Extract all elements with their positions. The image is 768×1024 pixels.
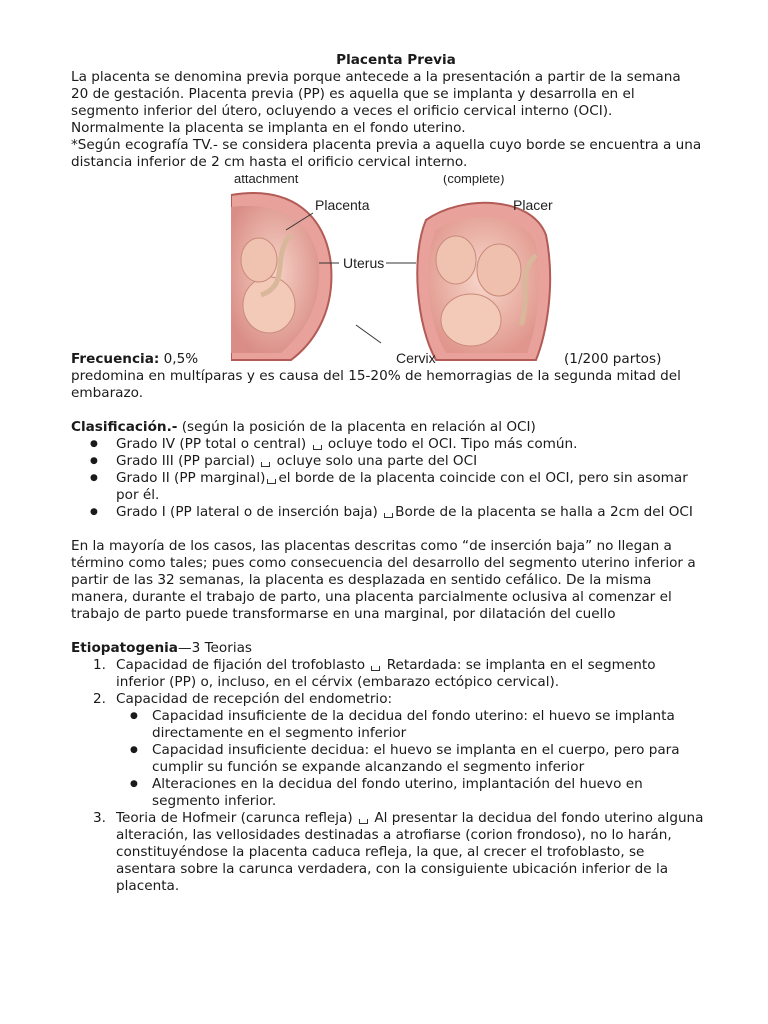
page-title: Placenta Previa bbox=[336, 52, 456, 68]
paragraph-line: En la mayoría de los casos, las placentas descritas como “de inserción baja” no llegan a bbox=[71, 538, 672, 554]
list-item: ● Alteraciones en la decidua del fondo uterino, implantación del huevo en segmento inferior. bbox=[152, 776, 721, 810]
label-placenta-right: Placer bbox=[513, 197, 553, 213]
list-item: 1. Capacidad de fijación del trofoblasto Retardada: se implanta en el segmento inferior (PP) o, incluso, en el cérvix (embarazo ectópico cervical). bbox=[93, 657, 656, 690]
clasificacion-label: Clasificación.- bbox=[71, 419, 178, 435]
intro-line: segmento inferior del útero, ocluyendo a veces el orificio cervical interno (OCI). bbox=[71, 103, 613, 119]
label-placenta: Placenta bbox=[315, 197, 370, 213]
label-uterus: Uterus bbox=[343, 255, 385, 271]
document-page bbox=[71, 52, 721, 895]
arrow-icon bbox=[384, 513, 393, 518]
paragraph-line: trabajo de parto puede transformarse en una marginal, por dilatación del cuello bbox=[71, 606, 616, 622]
frecuencia-label: Frecuencia: bbox=[71, 351, 160, 367]
frecuencia-line: predomina en multíparas y es causa del 15-20% de hemorragias de la segunda mitad del bbox=[71, 368, 681, 384]
clasificacion-heading bbox=[71, 419, 721, 436]
arrow-icon bbox=[261, 462, 270, 467]
etiopatogenia-heading bbox=[71, 640, 721, 657]
frecuencia-line: embarazo. bbox=[71, 385, 144, 401]
etiopatogenia-label: Etiopatogenia bbox=[71, 640, 178, 656]
paragraph-line: manera, durante el trabajo de parto, una placenta parcialmente oclusiva al comenzar el bbox=[71, 589, 672, 605]
arrow-icon bbox=[371, 666, 380, 671]
sub-list bbox=[116, 708, 721, 810]
etiopatogenia-suffix: —3 Teorias bbox=[178, 640, 253, 656]
frecuencia-ratio: (1/200 partos) bbox=[564, 351, 662, 367]
clasificacion-list bbox=[71, 436, 721, 521]
arrow-icon bbox=[359, 819, 368, 824]
intro-line: 20 de gestación. Placenta previa (PP) es aquella que se implanta y desarrolla en el bbox=[71, 86, 635, 102]
caption-left: attachment bbox=[234, 175, 299, 186]
intro-line: distancia inferior de 2 cm hasta el orificio cervical interno. bbox=[71, 154, 468, 170]
list-item: ● Grado II (PP marginal) el borde de la placenta coincide con el OCI, pero sin asomar por él. bbox=[116, 470, 721, 504]
paragraph-line: término como tales; pues como consecuencia del desarrollo del segmento uterino inferior a bbox=[71, 555, 696, 571]
list-item: ● Grado IV (PP total o central) ocluye todo el OCI. Tipo más común. bbox=[116, 436, 721, 453]
intro-line: La placenta se denomina previa porque antecede a la presentación a partir de la semana bbox=[71, 69, 681, 85]
list-item: 3. Teoria de Hofmeir (carunca refleja) Al presentar la decidua del fondo uterino alguna alteración, las vellosidades destinadas a atrofiarse (corion frondoso), no lo harán, constituyéndose la placenta caduca refleja, la que, al crecer el trofoblasto, se asentara sobre la carunca verdadera, con la consiguiente ubicación inferior de la placenta. bbox=[93, 810, 704, 894]
uterus-diagram-image bbox=[231, 175, 553, 365]
etiopatogenia-list bbox=[71, 657, 721, 895]
paragraph-line: partir de las 32 semanas, la placenta es desplazada en sentido cefálico. De la misma bbox=[71, 572, 652, 588]
list-item: ● Capacidad insuficiente decidua: el huevo se implanta en el cuerpo, pero para cumplir su función se expande alcanzando el segmento inferior bbox=[152, 742, 721, 776]
arrow-icon bbox=[313, 445, 322, 450]
list-item: ● Grado I (PP lateral o de inserción baja) Borde de la placenta se halla a 2cm del OCI bbox=[116, 504, 721, 521]
list-item: 2. Capacidad de recepción del endometrio: ● Capacidad insuficiente de la decidua del fondo uterino: el huevo se implanta directamente en el segmento inferior ● Capacidad insuficiente decidua: el huevo se implanta en el cuerpo, pero para cumplir su función se expande alcanzando el segmento inferior ● Alteraciones en la decidua del fondo uterino, implantación del huevo en segmento inferior. bbox=[116, 691, 721, 810]
frecuencia-value: 0,5% bbox=[163, 351, 199, 367]
label-cervix: Cervix bbox=[396, 350, 436, 365]
intro-line: *Según ecografía TV.- se considera placenta previa a aquella cuyo borde se encuentra a una bbox=[71, 137, 702, 153]
list-item: ● Grado III (PP parcial) ocluye solo una parte del OCI bbox=[116, 453, 721, 470]
list-item: ● Capacidad insuficiente de la decidua del fondo uterino: el huevo se implanta directamente en el segmento inferior bbox=[152, 708, 721, 742]
frecuencia-row bbox=[71, 351, 721, 368]
intro-line: Normalmente la placenta se implanta en el fondo uterino. bbox=[71, 120, 466, 136]
clasificacion-desc: (según la posición de la placenta en relación al OCI) bbox=[181, 419, 536, 435]
caption-right: (complete) bbox=[443, 175, 505, 186]
placenta-previa-illustration bbox=[231, 175, 553, 365]
arrow-icon bbox=[267, 479, 276, 484]
